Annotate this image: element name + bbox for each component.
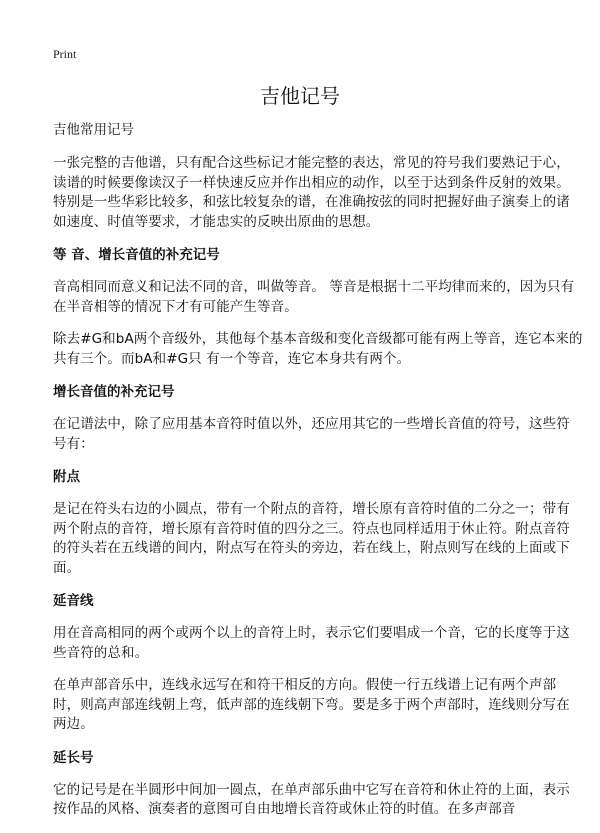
- paragraph: 用在音高相同的两个或两个以上的音符上时，表示它们要唱成一个音，它的长度等于这些音符的总和。: [53, 625, 570, 661]
- print-link[interactable]: Print: [53, 47, 77, 61]
- section-heading-fermata: 延长号: [53, 749, 94, 766]
- section-heading-duration-extension: 增长音值的补充记号: [53, 384, 175, 400]
- paragraph: 是记在符头右边的小圆点，带有一个附点的音符，增长原有音符时值的二分之一；带有两个附点的音符，增长原有音符时值的四分之三。符点也同样适用于休止符。附点音符的符头若在五线谱的间内，附点写在符头的旁边，若在线上，附点则写在线的上面或下面。: [53, 501, 570, 576]
- paragraph: 在单声部音乐中，连线永远写在和符干相反的方向。假使一行五线谱上记有两个声部时，则高声部连线朝上弯，低声部的连线朝下弯。要是多于两个声部时，连线则分写在两边。: [53, 677, 570, 732]
- paragraph: 除去#G和bA两个音级外，其他每个基本音级和变化音级都可能有两上等音，连它本来的共有三个。而bA和#G只 有一个等音，连它本身共有两个。: [53, 331, 583, 367]
- paragraph: 在记谱法中，除了应用基本音符时值以外，还应用其它的一些增长音值的符号，这些符号有：: [53, 416, 570, 452]
- section-heading-dot: 附点: [53, 469, 80, 485]
- page-title: 吉他记号: [260, 84, 340, 108]
- paragraph: 音高相同而意义和记法不同的音，叫做等音。 等音是根据十二平均律而来的，因为只有在半音相等的情况下才有可能产生等音。: [53, 279, 575, 315]
- document-body: [53, 120, 583, 833]
- paragraph: 它的记号是在半圆形中间加一圆点，在单声部乐曲中它写在音符和休止符的上面，表示按作品的风格、演奏者的意图可自由地增长音符或休止符的时值。在多声部音: [53, 781, 570, 817]
- intro-paragraph: 一张完整的吉他谱，只有配合这些标记才能完整的表达，常见的符号我们要熟记于心，读谱的时候要像读汉子一样快速反应并作出相应的动作，以至于达到条件反射的效果。特别是一些华彩比较多，和弦比较复杂的谱，在准确按弦的同时把握好曲子演奏上的诸如速度、时值等要求，才能忠实的反映出原曲的思想。: [53, 155, 570, 230]
- section-heading-tie: 延音线: [53, 593, 94, 609]
- section-heading-enharmonic: 等 音、增长音值的补充记号: [53, 247, 220, 263]
- document-subtitle: 吉他常用记号: [53, 122, 134, 138]
